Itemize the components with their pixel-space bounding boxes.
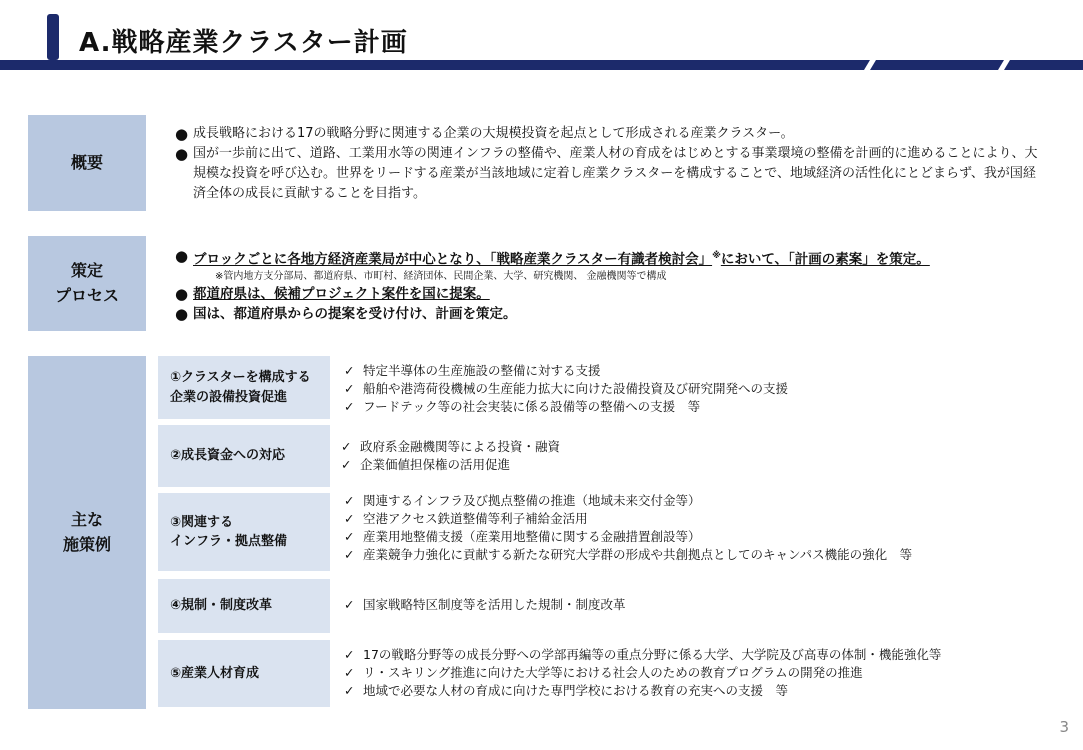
page-number: 3 (1059, 718, 1069, 736)
measure-title-4: ④規制・制度改革 (158, 579, 330, 633)
measure-checks-4 (344, 596, 626, 614)
overview-bullet: ● 国が一歩前に出て、道路、工業用水等の関連インフラの整備や、産業人材の育成をはじめとする事業環境の整備を計画的に進めることにより、大規模な投資を呼び込む。世界をリードする産業が当該地域に定着し産業クラスターを構成することで、地域経済の活性化にとどまらず、我が国経済全体の成長に貢献することを目指す。 (175, 145, 1038, 201)
check-item: ✓ 特定半導体の生産施設の整備に対する支援 (344, 363, 601, 378)
check-item: ✓ 関連するインフラ及び拠点整備の推進（地域未来交付金等） (344, 493, 701, 508)
measure-title-3: ③関連する インフラ・拠点整備 (158, 493, 330, 571)
check-item: ✓ 地域で必要な人材の育成に向けた専門学校における教育の充実への支援 等 (344, 683, 789, 698)
measure-checks-5 (344, 646, 941, 700)
measure-checks-3 (344, 492, 912, 564)
measure-title-2: ②成長資金への対応 (158, 425, 330, 487)
measures-label: 主な 施策例 (28, 356, 146, 709)
overview-label: 概要 (28, 115, 146, 211)
measure-checks-2 (341, 438, 560, 474)
check-icon: ✓ (344, 363, 355, 378)
check-icon: ✓ (344, 493, 355, 508)
check-item: ✓ 国家戦略特区制度等を活用した規制・制度改革 (344, 597, 626, 612)
check-icon: ✓ (344, 665, 355, 680)
check-icon: ✓ (344, 381, 355, 396)
check-icon: ✓ (344, 529, 355, 544)
check-item: ✓ 企業価値担保権の活用促進 (341, 457, 511, 472)
process-bullet: ● 都道府県は、候補プロジェクト案件を国に提案。 (175, 284, 490, 303)
check-icon: ✓ (344, 511, 355, 526)
check-icon: ✓ (344, 683, 355, 698)
check-item: ✓ 産業競争力強化に貢献する新たな研究大学群の形成や共創拠点としてのキャンパス機能の強化 等 (344, 547, 913, 562)
check-item: ✓ リ・スキリング推進に向けた大学等における社会人のための教育プログラムの開発の推進 (344, 665, 863, 680)
check-icon: ✓ (344, 597, 355, 612)
process-bullet: ● 国は、都道府県からの提案を受け付け、計画を策定。 (175, 304, 517, 323)
check-icon: ✓ (344, 647, 355, 662)
check-item: ✓ 空港アクセス鉄道整備等利子補給金活用 (344, 511, 588, 526)
measure-title-5: ⑤産業人材育成 (158, 640, 330, 707)
overview-bullet: ● 成長戦略における17の戦略分野に関連する企業の大規模投資を起点として形成される産業クラスター。 (175, 125, 794, 143)
process-bullet: ● ブロックごとに各地方経済産業局が中心となり、「戦略産業クラスター有識者検討会」※において、「計画の素案」を策定。 ※管内地方支分部局、都道府県、市町村、経済団体、民間企業、大学、研究機関、 金融機関等で構成 (175, 246, 1055, 284)
check-item: ✓ 政府系金融機関等による投資・融資 (341, 439, 561, 454)
process-bullets (175, 246, 1055, 324)
check-item: ✓ 17の戦略分野等の成長分野への学部再編等の重点分野に係る大学、大学院及び高専の体制・機能強化等 (344, 647, 942, 662)
process-footnote: ※管内地方支分部局、都道府県、市町村、経済団体、民間企業、大学、研究機関、 金融機関等で構成 (215, 270, 667, 282)
overview-bullets (175, 124, 1040, 204)
check-item: ✓ 船舶や港湾荷役機械の生産能力拡大に向けた設備投資及び研究開発への支援 (344, 381, 789, 396)
title-underline (0, 60, 1083, 70)
check-item: ✓ フードテック等の社会実装に係る設備等の整備への支援 等 (344, 399, 701, 414)
page-title: A.戦略産業クラスター計画 (79, 28, 408, 58)
check-icon: ✓ (341, 439, 352, 454)
measure-title-1: ①クラスターを構成する 企業の設備投資促進 (158, 356, 330, 419)
title-accent-bar (47, 14, 59, 60)
check-icon: ✓ (341, 457, 352, 472)
check-icon: ✓ (344, 547, 355, 562)
measure-checks-1 (344, 362, 788, 416)
check-icon: ✓ (344, 399, 355, 414)
process-label: 策定 プロセス (28, 236, 146, 331)
check-item: ✓ 産業用地整備支援（産業用地整備に関する金融措置創設等） (344, 529, 701, 544)
